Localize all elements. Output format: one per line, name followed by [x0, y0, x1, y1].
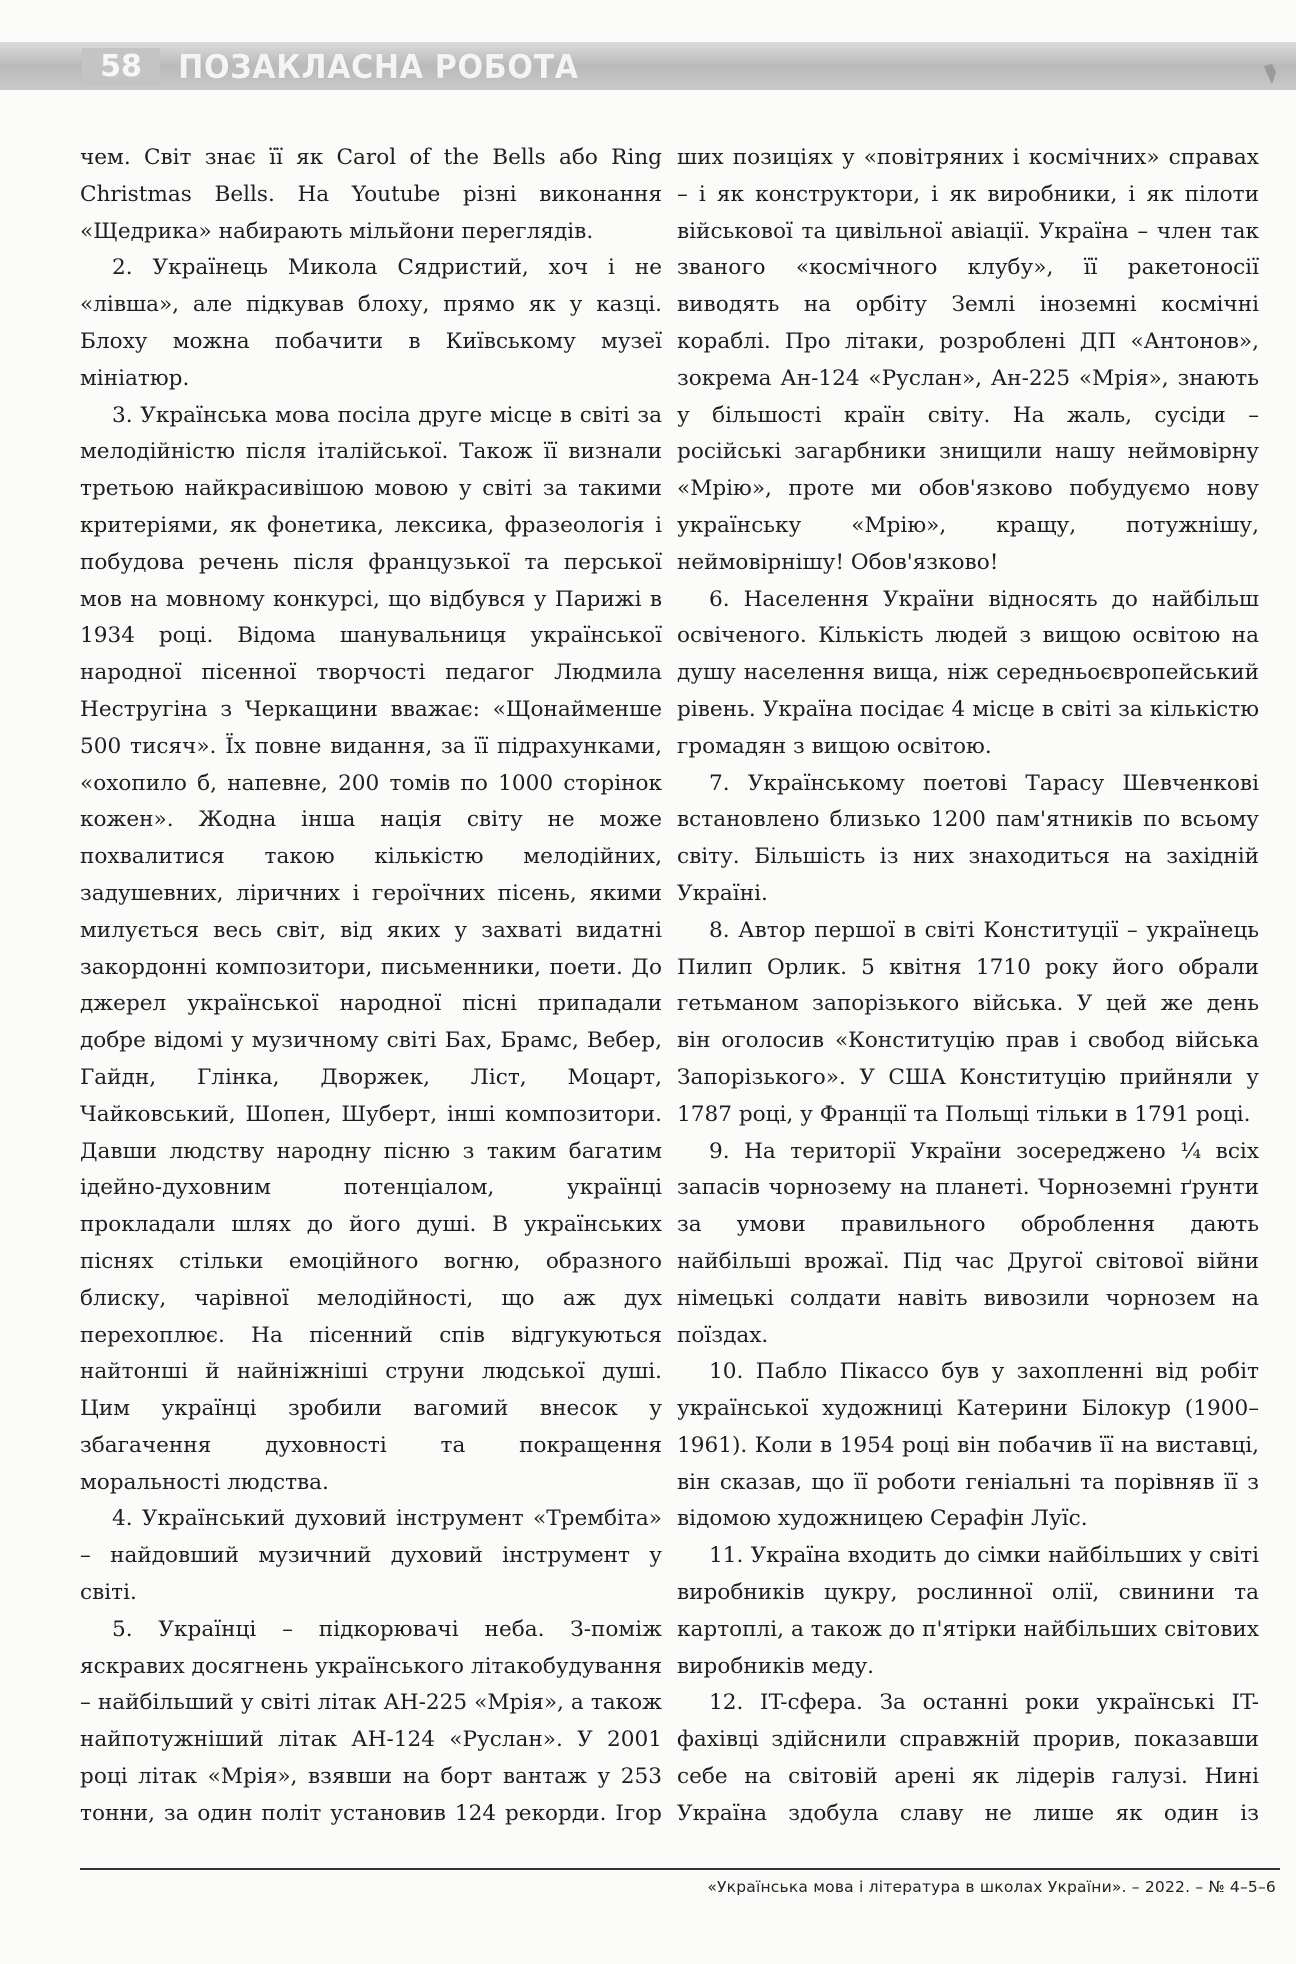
- paragraph: ших позиціях у «повітряних і космічних» справах – і як конструктори, і як виробники, і як пілоти військової та цивільної авіації. Україна – член так званого «космічного клубу», її ракетоносії виводять на орбіту Землі іноземні космічні кораблі. Про літаки, розроблені ДП «Антонов», зокрема Ан-124 «Руслан», Ан-225 «Мрія», знають у більшості країн світу. На жаль, сусіди – російські загарбники знищили нашу неймовірну «Мрію», проте ми обов'язково побудуємо нову українську «Мрію», кращу, потужнішу, неймовірнішу! Обов'язково!: [677, 145, 1259, 575]
- page-number: 58: [82, 48, 160, 86]
- section-title: ПОЗАКЛАСНА РОБОТА: [178, 47, 579, 86]
- left-column: [80, 140, 662, 1835]
- paragraph: 12. IT-сфера. За останні роки українські IT-фахівці здійснили справжній прорив, показавши себе на світовій арені як лідерів галузі. Нині Україна здобула славу не лише як один із: [677, 1690, 1259, 1826]
- paragraph: 7. Українському поетові Тарасу Шевченкові встановлено близько 1200 пам'ятників по всьому світу. Більшість із них знаходиться на західній Україні.: [677, 770, 1259, 906]
- paragraph: 11. Україна входить до сімки найбільших у світі виробників цукру, рослинної олії, свинини та картоплі, а також до п'ятірки найбільших світових виробників меду.: [677, 1543, 1259, 1679]
- paragraph: 8. Автор першої в світі Конституції – українець Пилип Орлик. 5 квітня 1710 року його обрали гетьманом запорізького війська. У цей же день він оголосив «Конституцію прав і свобод війська Запорізького». У США Конституцію прийняли у 1787 році, у Франції та Польщі тільки в 1791 році.: [677, 917, 1259, 1127]
- journal-citation: «Українська мова і література в школах України». – 2022. – № 4–5–6: [707, 1878, 1276, 1896]
- paragraph: 4. Український духовий інструмент «Трембіта» – найдовший музичний духовий інструмент у світі.: [80, 1506, 662, 1606]
- paragraph: 2. Українець Микола Сядристий, хоч і не «лівша», але підкував блоху, прямо як у казці. Блоху можна побачити в Київському музеї мініатюр.: [80, 255, 662, 391]
- paragraph: 6. Населення України відносять до найбільш освіченого. Кількість людей з вищою освітою на душу населення вища, ніж середньоєвропейський рівень. Україна посідає 4 місце в світі за кількістю громадян з вищою освітою.: [677, 586, 1259, 759]
- paragraph: 10. Пабло Пікассо був у захопленні від робіт української художниці Катерини Білокур (1900–1961). Коли в 1954 році він побачив її на виставці, він сказав, що її роботи геніальні та порівняв її з відомою художницею Серафін Луїс.: [677, 1359, 1259, 1532]
- footer-rule: [80, 1868, 1280, 1870]
- page-corner-mark-icon: [1260, 62, 1280, 86]
- paragraph: 3. Українська мова посіла друге місце в світі за мелодійністю після італійської. Також її визнали третьою найкрасивішою мовою у світі за такими критеріями, як фонетика, лексика, фразеологія і побудова речень після французької та перської мов на мовному конкурсі, що відбувся у Парижі в 1934 році. Відома шанувальниця української народної пісенної творчості педагог Людмила Нестругіна з Черкащини вважає: «Щонайменше 500 тисяч». Їх повне видання, за її підрахунками, «охопило б, напевне, 200 томів по 1000 сторінок кожен». Жодна інша нація світу не може похвалитися такою кількістю мелодійних, задушевних, ліричних і героїчних пісень, якими милується весь світ, від яких у захваті видатні закордонні композитори, письменники, поети. До джерел української народної пісні припадали добре відомі у музичному світі Бах, Брамс, Вебер, Гайдн, Глінка, Дворжек, Ліст, Моцарт, Чайковський, Шопен, Шуберт, інші композитори. Давши людству народну пісню з таким багатим ідейно-духовним потенціалом, українці прокладали шлях до його душі. В українських піснях стільки емоційного вогню, образного блиску, чарівної мелодійності, що аж дух перехоплює. На пісенний спів відгукуються найтонші й найніжніші струни людської душі. Цим українці зробили вагомий внесок у збагачення духовності та покращення моральності людства.: [80, 402, 662, 1495]
- right-column: [677, 140, 1259, 1835]
- paragraph: чем. Світ знає її як Carol of the Bells або Ring Christmas Bells. На Youtube різні виконання «Щедрика» набирають мільйони переглядів.: [80, 145, 662, 244]
- paragraph: 9. На території України зосереджено ¼ всіх запасів чорнозему на планеті. Чорноземні ґрунти за умови правильного оброблення дають найбільші врожаї. Під час Другої світової війни німецькі солдати навіть вивозили чорнозем на поїздах.: [677, 1138, 1259, 1348]
- paragraph: 5. Українці – підкорювачі неба. З-поміж яскравих досягнень українського літакобудування – найбільший у світі літак АН-225 «Мрія», а також найпотужніший літак АН-124 «Руслан». У 2001 році літак «Мрія», взявши на борт вантаж у 253 тонни, за один політ установив 124 рекорди. Ігор: [80, 1616, 662, 1826]
